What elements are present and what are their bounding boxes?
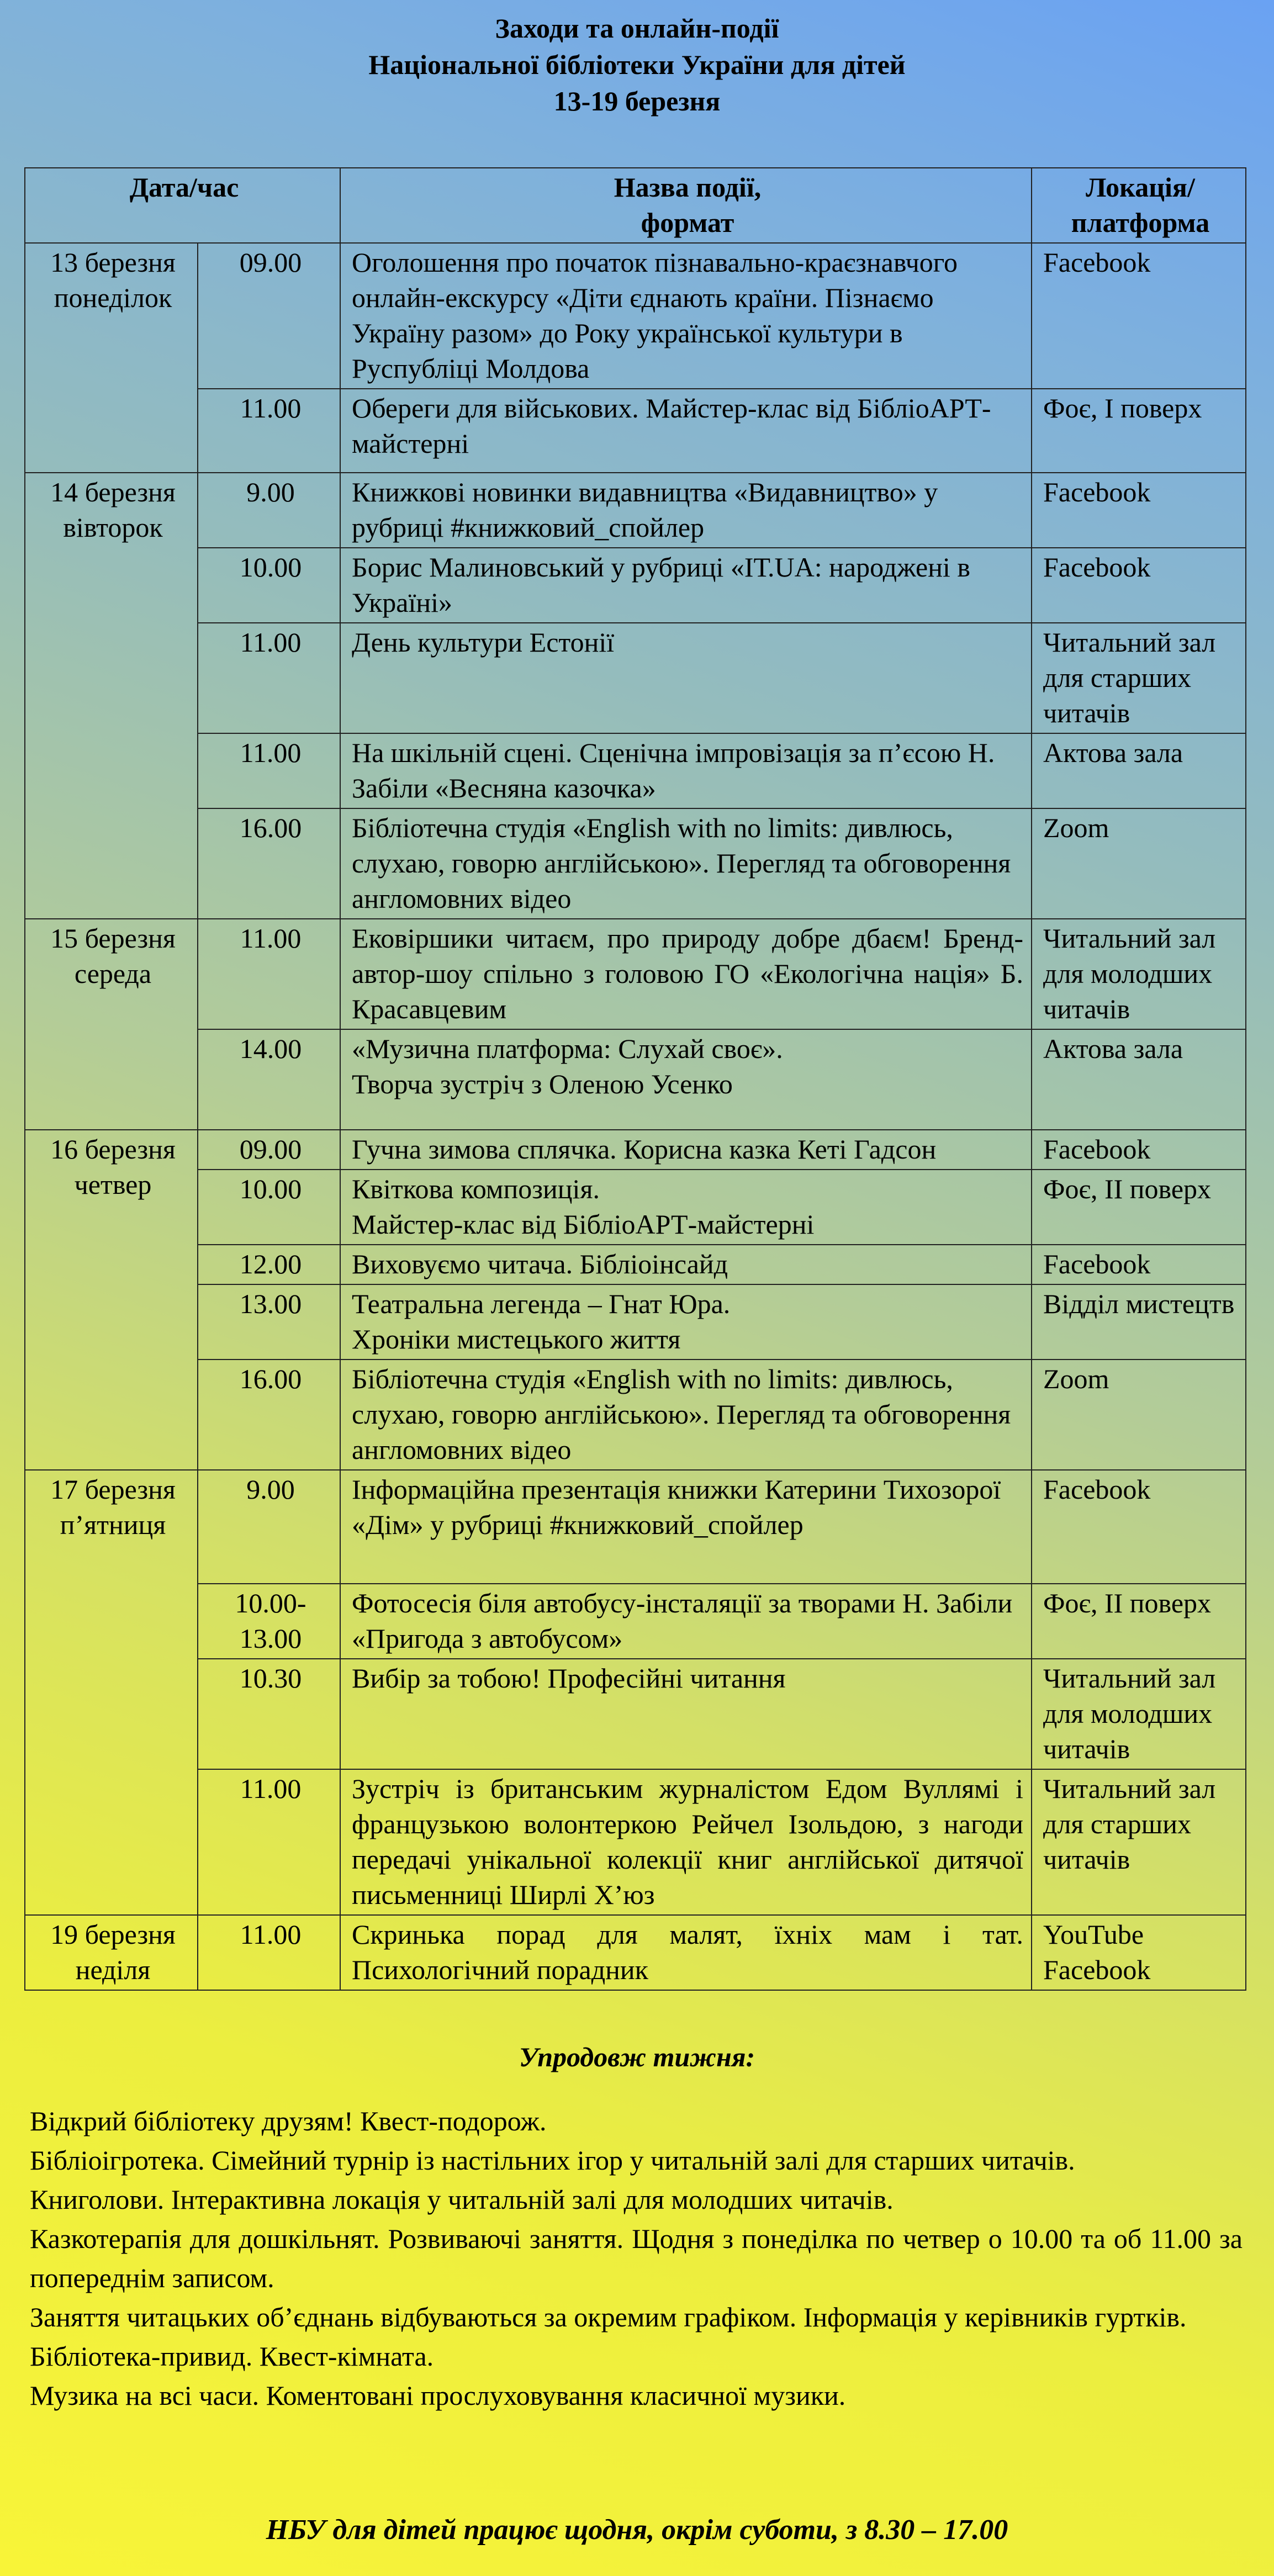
event-time: 14.00 <box>198 1029 340 1130</box>
table-row <box>25 919 1246 1029</box>
day-date: 14 березня <box>50 477 176 507</box>
event-location: Facebook <box>1032 1470 1246 1584</box>
event-location: Facebook <box>1032 243 1246 389</box>
header-location-line-1: Локація/ <box>1086 172 1195 203</box>
event-title: Книжкові новинки видавництва «Видавництво» у рубриці #книжковий_спойлер <box>340 473 1032 548</box>
event-location: Facebook <box>1032 473 1246 548</box>
list-item: Заняття читацьких об’єднань відбуваються за окремим графіком. Інформація у керівників гуртків. <box>30 2302 1187 2332</box>
events-schedule-table <box>24 167 1246 1991</box>
event-title: Ековіршики читаєм, про природу добре дбаєм! Бренд-автор-шоу спільно з головою ГО «Екологічна нація» Б. Красавцевим <box>340 919 1032 1029</box>
list-item: Бібліоігротека. Сімейний турнір із настільних ігор у читальній залі для старших читачів. <box>30 2145 1075 2176</box>
title-line-3-dates: 13-19 березня <box>553 86 721 117</box>
list-item: Музика на всі часи. Коментовані прослуховування класичної музики. <box>30 2380 846 2411</box>
event-location <box>1032 1915 1246 1990</box>
title-line-2: Національної бібліотеки України для дітей <box>368 49 906 80</box>
event-location: Facebook <box>1032 548 1246 623</box>
day-weekday: п’ятниця <box>60 1509 166 1540</box>
event-location: Фоє, І поверх <box>1032 389 1246 473</box>
event-title: Зустріч із британським журналістом Едом Вуллямі і французькою волонтеркою Рейчел Ізольдою, з нагоди передачі унікальної колекції книг англійської дитячої письменниці Ширлі Х’юз <box>340 1769 1032 1915</box>
header-date-time: Дата/час <box>25 168 340 243</box>
list-item: Відкрий бібліотеку друзям! Квест-подорож. <box>30 2106 547 2136</box>
event-location: Актова зала <box>1032 733 1246 808</box>
day-date: 17 березня <box>50 1474 176 1505</box>
table-row <box>25 1360 1246 1470</box>
table-row <box>25 1245 1246 1284</box>
event-time: 10.00 <box>198 548 340 623</box>
event-title <box>340 1029 1032 1130</box>
day-weekday: четвер <box>74 1169 152 1200</box>
day-cell-wednesday <box>25 919 198 1130</box>
day-cell-monday <box>25 243 198 473</box>
event-title: Бібліотечна студія «English with no limits: дивлюсь, слухаю, говорю англійською». Перегляд та обговорення англомовних відео <box>340 1360 1032 1470</box>
list-item: Книголови. Інтерактивна локація у читальній залі для молодших читачів. <box>30 2184 894 2215</box>
day-weekday: неділя <box>75 1954 151 1985</box>
weekly-activities-list <box>30 2102 1243 2415</box>
table-row <box>25 1659 1246 1769</box>
event-title-line-1: Театральна легенда – Гнат Юра. <box>352 1288 731 1319</box>
event-title-line-1: Квіткова композиція. <box>352 1173 600 1204</box>
event-title: День культури Естонії <box>340 623 1032 733</box>
day-weekday: середа <box>74 958 152 989</box>
event-location: Читальний зал для молодших читачів <box>1032 1659 1246 1769</box>
day-cell-tuesday <box>25 473 198 919</box>
event-title <box>340 1170 1032 1245</box>
event-title-line-2: Творча зустріч з Оленою Усенко <box>352 1069 733 1099</box>
event-title-line-2: Майстер-клас від БібліоАРТ-майстерні <box>352 1209 815 1240</box>
event-time: 12.00 <box>198 1245 340 1284</box>
event-time: 9.00 <box>198 1470 340 1584</box>
table-row <box>25 473 1246 548</box>
weekly-heading: Упродовж тижня: <box>519 2041 755 2072</box>
header-location <box>1032 168 1246 243</box>
list-item: Бібліотека-привид. Квест-кімната. <box>30 2341 434 2372</box>
day-cell-sunday <box>25 1915 198 1990</box>
day-date: 13 березня <box>50 247 176 278</box>
event-location: Читальний зал для старших читачів <box>1032 1769 1246 1915</box>
table-row <box>25 1915 1246 1990</box>
event-title: Скринька порад для малят, їхніх мам і тат. Психологічний порадник <box>340 1915 1032 1990</box>
event-title: Бібліотечна студія «English with no limits: дивлюсь, слухаю, говорю англійською». Перегляд та обговорення англомовних відео <box>340 808 1032 919</box>
table-row <box>25 1029 1246 1130</box>
event-time: 11.00 <box>198 1915 340 1990</box>
table-row <box>25 1130 1246 1170</box>
event-time: 11.00 <box>198 1769 340 1915</box>
event-title: Обереги для військових. Майстер-клас від БібліоАРТ-майстерні <box>340 389 1032 473</box>
event-title: Борис Малиновський у рубриці «ІТ.UA: народжені в Україні» <box>340 548 1032 623</box>
event-title: Виховуємо читача. Бібліоінсайд <box>340 1245 1032 1284</box>
event-time: 16.00 <box>198 808 340 919</box>
table-row <box>25 1769 1246 1915</box>
table-row <box>25 1170 1246 1245</box>
event-title <box>340 1284 1032 1360</box>
table-row <box>25 623 1246 733</box>
event-time: 11.00 <box>198 733 340 808</box>
event-time: 16.00 <box>198 1360 340 1470</box>
day-cell-friday <box>25 1470 198 1915</box>
event-location: Фоє, ІІ поверх <box>1032 1170 1246 1245</box>
list-item: Казкотерапія для дошкільнят. Розвиваючі заняття. Щодня з понеділка по четвер о 10.00 та об 11.00 за попереднім записом. <box>30 2223 1243 2293</box>
header-location-line-2: платформа <box>1071 207 1210 238</box>
table-row <box>25 548 1246 623</box>
event-title: Оголошення про початок пізнавально-краєзнавчого онлайн-екскурсу «Діти єднають країни. Пізнаємо Україну разом» до Року української культури в Руспубліці Молдова <box>340 243 1032 389</box>
event-time: 10.30 <box>198 1659 340 1769</box>
day-date: 16 березня <box>50 1134 176 1165</box>
day-cell-thursday <box>25 1130 198 1470</box>
table-header-row <box>25 168 1246 243</box>
event-title-line-1: «Музична платформа: Слухай своє». <box>352 1033 783 1064</box>
event-time: 11.00 <box>198 389 340 473</box>
table-row <box>25 1470 1246 1584</box>
event-location: Zoom <box>1032 1360 1246 1470</box>
header-event <box>340 168 1032 243</box>
day-date: 19 березня <box>50 1919 176 1950</box>
event-title: На шкільній сцені. Сценічна імпровізація за п’єсою Н. Забіли «Весняна казочка» <box>340 733 1032 808</box>
event-location: Zoom <box>1032 808 1246 919</box>
event-title: Фотосесія біля автобусу-інсталяції за творами Н. Забіли «Пригода з автобусом» <box>340 1584 1032 1659</box>
event-time: 9.00 <box>198 473 340 548</box>
event-time: 09.00 <box>198 243 340 389</box>
event-location: Читальний зал для старших читачів <box>1032 623 1246 733</box>
event-time: 11.00 <box>198 623 340 733</box>
day-weekday: вівторок <box>63 512 163 543</box>
event-time: 09.00 <box>198 1130 340 1170</box>
event-location: Фоє, ІІ поверх <box>1032 1584 1246 1659</box>
event-location: Facebook <box>1032 1245 1246 1284</box>
event-title: Гучна зимова сплячка. Корисна казка Кеті Гадсон <box>340 1130 1032 1170</box>
event-location-line-1: YouTube <box>1043 1919 1144 1950</box>
poster-title <box>0 10 1274 119</box>
day-date: 15 березня <box>50 923 176 954</box>
event-time: 11.00 <box>198 919 340 1029</box>
table-row <box>25 243 1246 389</box>
event-time <box>198 1584 340 1659</box>
title-line-1: Заходи та онлайн-події <box>495 13 779 44</box>
event-time: 13.00 <box>198 1284 340 1360</box>
table-row <box>25 389 1246 473</box>
event-time: 10.00 <box>198 1170 340 1245</box>
event-location: Відділ мистецтв <box>1032 1284 1246 1360</box>
event-time-end: 13.00 <box>239 1623 302 1654</box>
event-title-line-2: Хроніки мистецького життя <box>352 1324 681 1355</box>
day-weekday: понеділок <box>54 282 172 313</box>
table-row <box>25 808 1246 919</box>
event-location-line-2: Facebook <box>1043 1954 1151 1985</box>
table-row <box>25 1584 1246 1659</box>
table-row <box>25 733 1246 808</box>
opening-hours: НБУ для дітей працює щодня, окрім суботи, з 8.30 – 17.00 <box>266 2514 1008 2546</box>
header-event-line-2: формат <box>641 207 734 238</box>
table-row <box>25 1284 1246 1360</box>
event-location: Актова зала <box>1032 1029 1246 1130</box>
event-title: Вибір за тобою! Професійні читання <box>340 1659 1032 1769</box>
event-title: Інформаційна презентація книжки Катерини Тихозорої «Дім» у рубриці #книжковий_спойлер <box>340 1470 1032 1584</box>
event-location: Facebook <box>1032 1130 1246 1170</box>
event-time-start: 10.00- <box>235 1588 306 1618</box>
header-event-line-1: Назва події, <box>614 172 762 203</box>
event-location: Читальний зал для молодших читачів <box>1032 919 1246 1029</box>
